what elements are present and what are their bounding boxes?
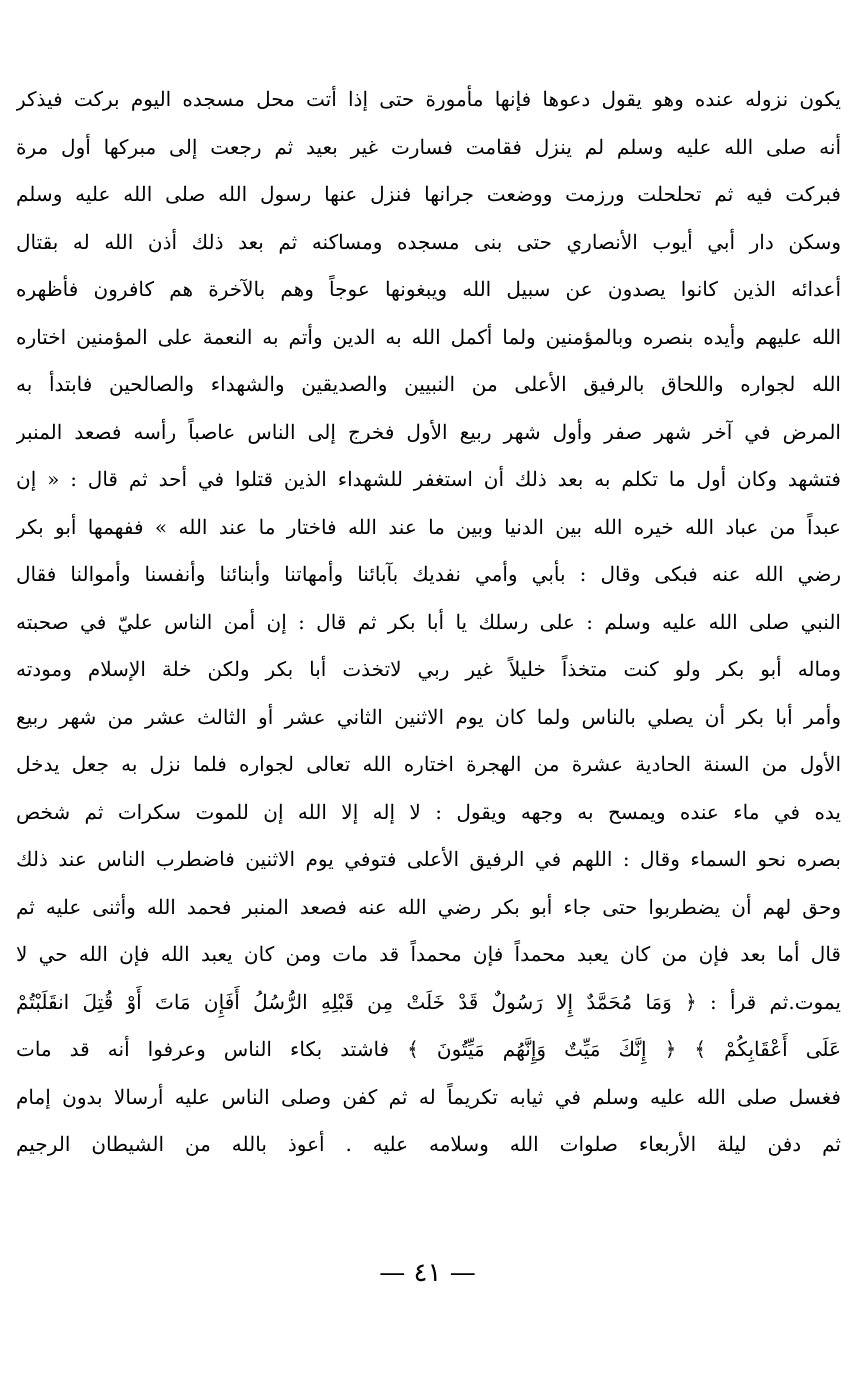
text-line: الله عليهم وأيده بنصره وبالمؤمنين ولما أكمل الله به الدين وأتم به النعمة على المؤمنين اختاره — [16, 324, 841, 349]
text-line: وأمر أبا بكر أن يصلي بالناس ولما كان يوم الاثنين الثاني عشر أو الثالث عشر من شهر ربيع — [16, 704, 841, 729]
text-line: فغسل صلى الله عليه وسلم في ثيابه تكريماً له ثم كفن وصلى الناس عليه أرسالا بدون إمام — [16, 1084, 841, 1109]
text-line: الأول من السنة الحادية عشرة من الهجرة اختاره الله تعالى لجواره فلما نزل به جعل يدخل — [16, 752, 841, 776]
text-line: المرض في آخر شهر صفر وأول شهر ربيع الأول فخرج إلى الناس عاصباً رأسه فصعد المنبر — [16, 419, 841, 444]
text-line: ثم دفن ليلة الأربعاء صلوات الله وسلامه عليه . أعوذ بالله من الشيطان الرجيم — [16, 1132, 841, 1156]
text-line: الله لجواره واللحاق بالرفيق الأعلى من النبيين والصديقين والشهداء والصالحين فابتدأ به — [16, 372, 841, 396]
text-line: بصره نحو السماء وقال : اللهم في الرفيق الأعلى فتوفي يوم الاثنين فاضطرب الناس عند ذلك — [16, 847, 841, 871]
text-line: فتشهد وكان أول ما تكلم به بعد ذلك أن استغفر للشهداء الذين قتلوا في أحد ثم قال : « إن — [16, 467, 841, 491]
body-text — [16, 76, 841, 1169]
text-line: وماله أبو بكر ولو كنت متخذاً خليلاً غير ربي لاتخذت أبا بكر ولكن خلة الإسلام ومودته — [16, 657, 841, 681]
text-line: أنه صلى الله عليه وسلم لم ينزل فقامت فسارت غير بعيد ثم رجعت إلى مبركها أول مرة — [16, 134, 841, 159]
text-line: عَلَى أَعْقَابِكُمْ ﴾ ﴿ إِنَّكَ مَيِّتٌ وَإِنَّهُم مَيِّتُونَ ﴾ فاشتد بكاء الناس وعرفوا أنه قد مات — [16, 1037, 841, 1061]
text-line: فبركت فيه ثم تحلحلت ورزمت ووضعت جرانها فنزل عنها رسول الله صلى الله عليه وسلم — [16, 182, 841, 206]
text-line: قال أما بعد فإن من كان يعبد محمداً فإن محمداً قد مات ومن كان يعبد الله فإن الله حي لا — [16, 942, 841, 966]
text-line: النبي صلى الله عليه وسلم : على رسلك يا أبا بكر ثم قال : إن أمن الناس عليّ في صحبته — [16, 609, 841, 634]
text-line: عبداً من عباد الله خيره الله بين الدنيا وبين ما عند الله فاختار ما عند الله » ففهمها أبو بكر — [16, 514, 841, 539]
page-number: — ٤١ — — [379, 1258, 476, 1288]
text-line: رضي الله عنه فبكى وقال : بأبي وأمي نفديك بآبائنا وأمهاتنا وأبنائنا وأنفسنا وأموالنا فقال — [16, 562, 841, 586]
text-line: يده في ماء عنده ويمسح به وجهه ويقول : لا إله إلا الله إن للموت سكرات ثم شخص — [16, 799, 841, 824]
text-line: أعدائه الذين كانوا يصدون عن سبيل الله ويبغونها عوجاً وهم بالآخرة هم كافرون فأظهره — [16, 277, 841, 301]
text-line: وسكن دار أبي أيوب الأنصاري حتى بنى مسجده ومساكنه ثم بعد ذلك أذن الله له بقتال — [16, 229, 841, 254]
text-line: وحق لهم أن يضطربوا حتى جاء أبو بكر رضي الله عنه فصعد المنبر فحمد الله وأثنى عليه ثم — [16, 894, 841, 919]
text-line: يكون نزوله عنده وهو يقول دعوها فإنها مأمورة حتى إذا أتت محل مسجده اليوم بركت فيذكر — [16, 87, 841, 111]
text-line: يموت.ثم قرأ : ﴿ وَمَا مُحَمَّدٌ إِلا رَسُولٌ قَدْ خَلَتْ مِن قَبْلِهِ الرُّسُلُ أَفَإِن مَاتَ أَوْ قُتِلَ انقَلَبْتُمْ — [16, 989, 841, 1014]
